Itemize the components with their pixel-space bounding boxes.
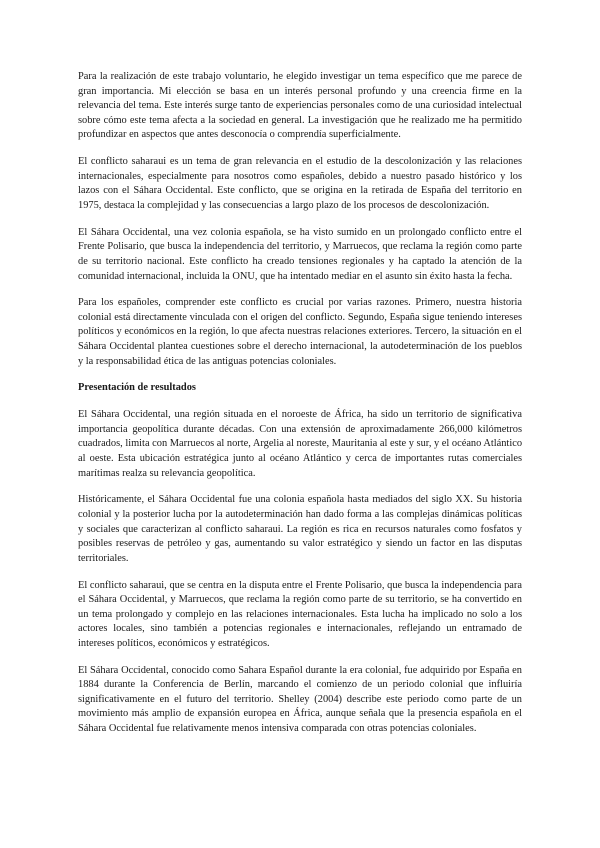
section-heading-results: Presentación de resultados bbox=[78, 382, 196, 394]
paragraph-geography: El Sáhara Occidental, una región situada en el noroeste de África, ha sido un territorio de significativa importancia geopolítica durante décadas. Con una extensión de aproximadamente 266,000 kilómetros cuadrados, limita con Marruecos al norte, Argelia al noreste, Mauritania al este y sur, y el océano Atlántico al oeste. Esta ubicación estratégica junto al océano Atlántico y cerca de importantes rutas comerciales marítimas realza su relevancia geopolítica. bbox=[78, 409, 523, 479]
paragraph-conflict-relevance: El conflicto saharaui es un tema de gran relevancia en el estudio de la descolonización y las relaciones internacionales, especialmente para nosotros como españoles, debido a nuestro pasado histórico y los lazos con el Sáhara Occidental. Este conflicto, que se origina en la retirada de España del territorio en 1975, destaca la complejidad y las consecuencias a largo plazo de los procesos de descolonización. bbox=[78, 156, 522, 211]
paragraph-history: Históricamente, el Sáhara Occidental fue una colonia española hasta mediados del siglo XX. Su historia colonial y la posterior lucha por la autodeterminación han dado forma a las complejas dinámicas políticas y sociales que caracterizan al conflicto saharaui. La región es rica en recursos naturales como fosfatos y posibles reservas de petróleo y gas, aumentando su valor estratégico y siendo un factor en las disputas territoriales. bbox=[78, 494, 522, 564]
paragraph-conflict-parties: El Sáhara Occidental, una vez colonia española, se ha visto sumido en un prolongado conflicto entre el Frente Polisario, que busca la independencia del territorio, y Marruecos, que reclama la región como parte de su territorio nacional. Este conflicto ha creado tensiones regionales y ha captado la atención de la comunidad internacional, incluida la ONU, que ha intentado mediar en el asunto sin éxito hasta la fecha. bbox=[78, 226, 522, 282]
paragraph-dispute: El conflicto saharaui, que se centra en la disputa entre el Frente Polisario, que busca la independencia para el Sáhara Occidental, y Marruecos, que reclama la región como parte de su territorio, se ha convertido en un tema prolongado y complejo en las relaciones internacionales. Esta lucha ha implicado no solo a los actores locales, sino también a potencias regionales e internacionales, reflejando un entramado de intereses políticos, económicos y estratégicos. bbox=[78, 579, 522, 649]
paragraph-colonial-period: El Sáhara Occidental, conocido como Sahara Español durante la era colonial, fue adquirido por España en 1884 durante la Conferencia de Berlín, marcando el comienzo de un periodo colonial que influiría significativamente en el futuro del territorio. Shelley (2004) describe este periodo como parte de un movimiento más amplio de expansión europea en África, aunque señala que la presencia española en el Sáhara Occidental fue relativamente menos intensiva comparada con otras potencias coloniales. bbox=[78, 664, 522, 735]
paragraph-spanish-perspective: Para los españoles, comprender este conflicto es crucial por varias razones. Primero, nuestra historia colonial está directamente vinculada con el origen del conflicto. Segundo, España sigue teniendo intereses políticos y económicos en la región, lo que afecta nuestras relaciones exteriores. Tercero, la situación en el Sáhara Occidental plantea cuestiones sobre el derecho internacional, la autodeterminación de los pueblos y la responsabilidad ética de las antiguas potencias coloniales. bbox=[78, 297, 522, 367]
paragraph-intro-voluntary-work: Para la realización de este trabajo voluntario, he elegido investigar un tema específico que me parece de gran importancia. Mi elección se basa en un interés personal profundo y una creencia firme en la relevancia del tema. Este interés surge tanto de experiencias personales como de una curiosidad intelectual sobre cómo este tema afecta a la sociedad en general. La investigación que he realizado me ha permitido profundizar en aspectos que antes desconocía o comprendía superficialmente. bbox=[78, 71, 522, 141]
